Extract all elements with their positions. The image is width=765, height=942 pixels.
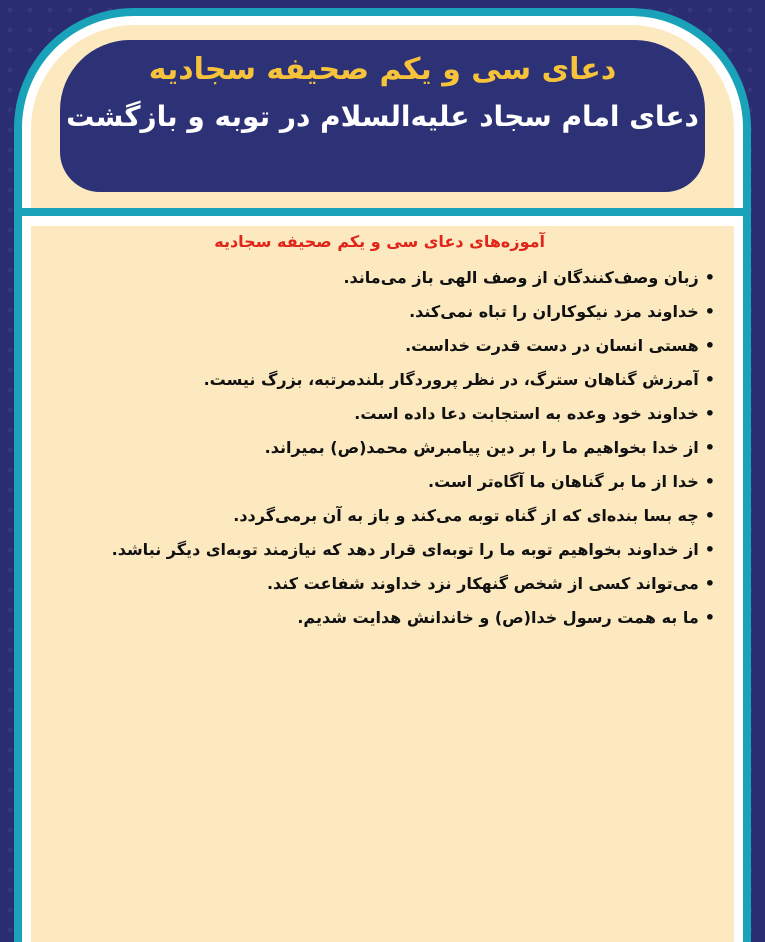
list-item	[60, 601, 715, 635]
bullet-icon: •	[704, 268, 715, 287]
list-item-text: آمرزش گناهان سترگ، در نظر پروردگار بلندمرتبه، بزرگ نیست.	[203, 370, 699, 389]
list-item	[60, 567, 715, 601]
bullet-icon: •	[704, 336, 715, 355]
list-item	[60, 363, 715, 397]
lessons-list	[60, 261, 715, 635]
list-item-text: ما به همت رسول خدا(ص) و خاندانش هدایت شدیم.	[297, 608, 699, 627]
bullet-icon: •	[704, 540, 715, 559]
list-item-text: خداوند مزد نیکوکاران را تباه نمی‌کند.	[409, 302, 699, 321]
list-item	[60, 329, 715, 363]
page-title: دعای سی و یکم صحیفه سجادیه	[148, 52, 617, 87]
bullet-icon: •	[704, 438, 715, 457]
list-item	[60, 499, 715, 533]
bullet-icon: •	[704, 404, 715, 423]
list-item-text: هستی انسان در دست قدرت خداست.	[405, 336, 699, 355]
list-item-text: از خداوند بخواهیم توبه ما را توبه‌ای قرار دهد که نیازمند توبه‌ای دیگر نباشد.	[111, 540, 699, 559]
lessons-section	[60, 232, 715, 635]
list-item-text: زبان وصف‌کنندگان از وصف الهی باز می‌ماند.	[343, 268, 699, 287]
list-item-text: چه بسا بنده‌ای که از گناه توبه می‌کند و باز به آن برمی‌گردد.	[233, 506, 699, 525]
list-item	[60, 261, 715, 295]
bullet-icon: •	[704, 608, 715, 627]
bullet-icon: •	[704, 370, 715, 389]
list-item	[60, 465, 715, 499]
lessons-heading: آموزه‌های دعای سی و یکم صحیفه سجادیه	[214, 232, 545, 251]
bullet-icon: •	[704, 574, 715, 593]
list-item	[60, 397, 715, 431]
bullet-icon: •	[704, 302, 715, 321]
list-item-text: خدا از ما بر گناهان ما آگاه‌تر است.	[427, 472, 699, 491]
page-subtitle: دعای امام سجاد علیه‌السلام در توبه و بازگشت	[66, 100, 699, 133]
list-item-text: از خدا بخواهیم ما را بر دین پیامبرش محمد(ص) بمیراند.	[264, 438, 699, 457]
list-item	[60, 431, 715, 465]
list-item-text: می‌تواند کسی از شخص گنهکار نزد خداوند شفاعت کند.	[266, 574, 699, 593]
list-item	[60, 533, 715, 567]
bullet-icon: •	[704, 506, 715, 525]
list-item-text: خداوند خود وعده به استجابت دعا داده است.	[354, 404, 699, 423]
bullet-icon: •	[704, 472, 715, 491]
list-item	[60, 295, 715, 329]
